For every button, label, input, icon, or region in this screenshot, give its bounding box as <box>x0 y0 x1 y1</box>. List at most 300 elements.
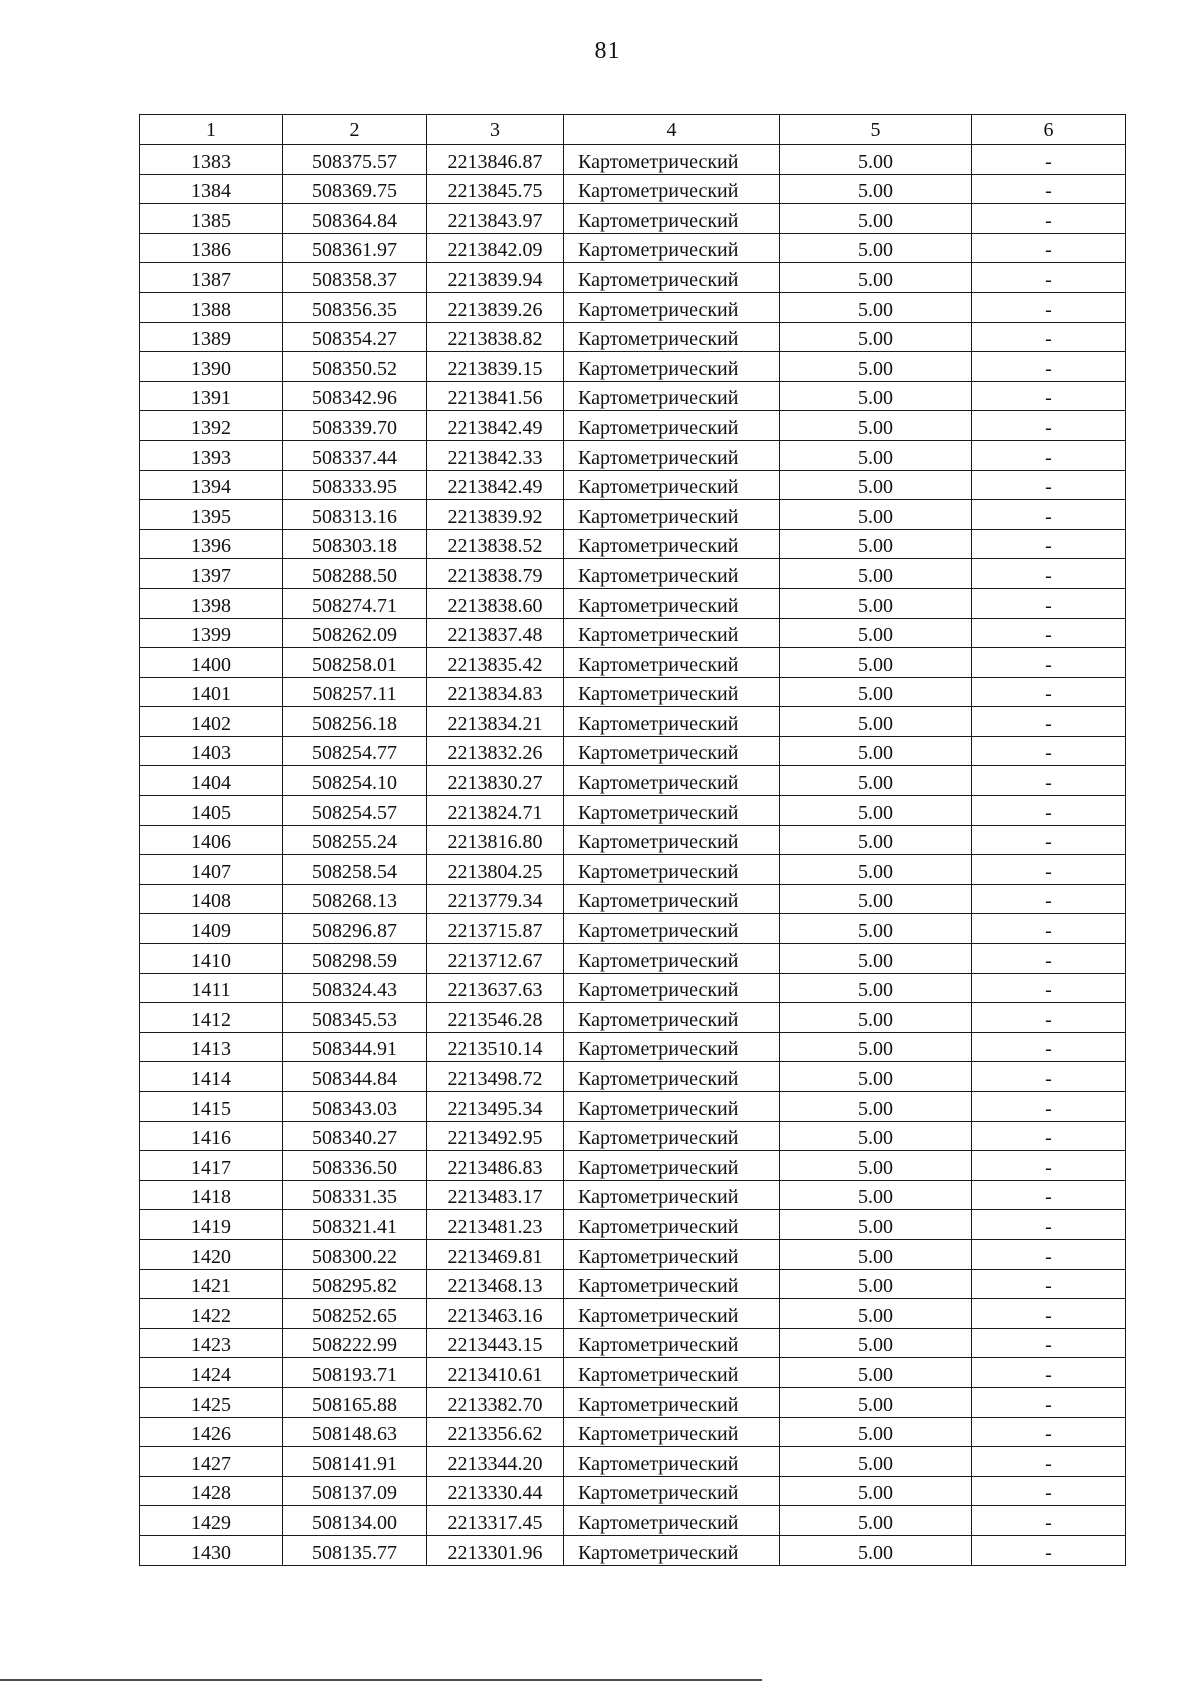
note-cell: - <box>972 884 1126 914</box>
y-coordinate-cell: 2213779.34 <box>427 884 564 914</box>
method-cell: Картометрический <box>564 559 780 589</box>
x-coordinate-cell: 508274.71 <box>283 588 427 618</box>
note-cell: - <box>972 1476 1126 1506</box>
x-coordinate-cell: 508354.27 <box>283 322 427 352</box>
table-row <box>140 233 1126 263</box>
note-cell: - <box>972 263 1126 293</box>
note-cell: - <box>972 440 1126 470</box>
note-cell: - <box>972 1299 1126 1329</box>
y-coordinate-cell: 2213317.45 <box>427 1506 564 1536</box>
note-cell: - <box>972 1387 1126 1417</box>
page-number: 81 <box>594 38 621 64</box>
y-coordinate-cell: 2213838.60 <box>427 588 564 618</box>
method-cell: Картометрический <box>564 766 780 796</box>
accuracy-cell: 5.00 <box>780 411 972 441</box>
table-row <box>140 1032 1126 1062</box>
accuracy-cell: 5.00 <box>780 766 972 796</box>
note-cell: - <box>972 1062 1126 1092</box>
point-number-cell: 1407 <box>140 855 283 885</box>
y-coordinate-cell: 2213834.21 <box>427 707 564 737</box>
table-row <box>140 174 1126 204</box>
x-coordinate-cell: 508331.35 <box>283 1180 427 1210</box>
method-cell: Картометрический <box>564 292 780 322</box>
accuracy-cell: 5.00 <box>780 381 972 411</box>
method-cell: Картометрический <box>564 174 780 204</box>
x-coordinate-cell: 508222.99 <box>283 1328 427 1358</box>
point-number-cell: 1390 <box>140 352 283 382</box>
y-coordinate-cell: 2213382.70 <box>427 1387 564 1417</box>
coordinates-table <box>139 114 1126 1566</box>
y-coordinate-cell: 2213463.16 <box>427 1299 564 1329</box>
accuracy-cell: 5.00 <box>780 884 972 914</box>
accuracy-cell: 5.00 <box>780 440 972 470</box>
x-coordinate-cell: 508295.82 <box>283 1269 427 1299</box>
method-cell: Картометрический <box>564 233 780 263</box>
method-cell: Картометрический <box>564 1062 780 1092</box>
table-row <box>140 1506 1126 1536</box>
accuracy-cell: 5.00 <box>780 1417 972 1447</box>
point-number-cell: 1386 <box>140 233 283 263</box>
point-number-cell: 1410 <box>140 944 283 974</box>
x-coordinate-cell: 508358.37 <box>283 263 427 293</box>
note-cell: - <box>972 825 1126 855</box>
accuracy-cell: 5.00 <box>780 470 972 500</box>
method-cell: Картометрический <box>564 1506 780 1536</box>
x-coordinate-cell: 508296.87 <box>283 914 427 944</box>
y-coordinate-cell: 2213846.87 <box>427 145 564 175</box>
point-number-cell: 1414 <box>140 1062 283 1092</box>
accuracy-cell: 5.00 <box>780 559 972 589</box>
note-cell: - <box>972 381 1126 411</box>
point-number-cell: 1425 <box>140 1387 283 1417</box>
table-row <box>140 973 1126 1003</box>
y-coordinate-cell: 2213830.27 <box>427 766 564 796</box>
method-cell: Картометрический <box>564 1299 780 1329</box>
table-row <box>140 204 1126 234</box>
y-coordinate-cell: 2213839.26 <box>427 292 564 322</box>
note-cell: - <box>972 1151 1126 1181</box>
method-cell: Картометрический <box>564 263 780 293</box>
point-number-cell: 1388 <box>140 292 283 322</box>
y-coordinate-cell: 2213469.81 <box>427 1239 564 1269</box>
y-coordinate-cell: 2213842.49 <box>427 470 564 500</box>
header-cell: 6 <box>972 115 1126 145</box>
x-coordinate-cell: 508344.84 <box>283 1062 427 1092</box>
table-row <box>140 1358 1126 1388</box>
table-row <box>140 1387 1126 1417</box>
method-cell: Картометрический <box>564 1328 780 1358</box>
note-cell: - <box>972 352 1126 382</box>
method-cell: Картометрический <box>564 825 780 855</box>
accuracy-cell: 5.00 <box>780 1299 972 1329</box>
y-coordinate-cell: 2213344.20 <box>427 1447 564 1477</box>
note-cell: - <box>972 1210 1126 1240</box>
x-coordinate-cell: 508288.50 <box>283 559 427 589</box>
table-row <box>140 381 1126 411</box>
x-coordinate-cell: 508333.95 <box>283 470 427 500</box>
accuracy-cell: 5.00 <box>780 1180 972 1210</box>
point-number-cell: 1385 <box>140 204 283 234</box>
x-coordinate-cell: 508148.63 <box>283 1417 427 1447</box>
point-number-cell: 1428 <box>140 1476 283 1506</box>
note-cell: - <box>972 322 1126 352</box>
point-number-cell: 1404 <box>140 766 283 796</box>
method-cell: Картометрический <box>564 618 780 648</box>
method-cell: Картометрический <box>564 944 780 974</box>
point-number-cell: 1409 <box>140 914 283 944</box>
accuracy-cell: 5.00 <box>780 707 972 737</box>
note-cell: - <box>972 470 1126 500</box>
point-number-cell: 1402 <box>140 707 283 737</box>
table-row <box>140 1328 1126 1358</box>
method-cell: Картометрический <box>564 707 780 737</box>
y-coordinate-cell: 2213816.80 <box>427 825 564 855</box>
note-cell: - <box>972 736 1126 766</box>
accuracy-cell: 5.00 <box>780 796 972 826</box>
method-cell: Картометрический <box>564 677 780 707</box>
note-cell: - <box>972 1003 1126 1033</box>
method-cell: Картометрический <box>564 973 780 1003</box>
x-coordinate-cell: 508257.11 <box>283 677 427 707</box>
note-cell: - <box>972 529 1126 559</box>
note-cell: - <box>972 1180 1126 1210</box>
point-number-cell: 1395 <box>140 500 283 530</box>
x-coordinate-cell: 508361.97 <box>283 233 427 263</box>
accuracy-cell: 5.00 <box>780 1062 972 1092</box>
accuracy-cell: 5.00 <box>780 825 972 855</box>
table-row <box>140 500 1126 530</box>
accuracy-cell: 5.00 <box>780 263 972 293</box>
x-coordinate-cell: 508339.70 <box>283 411 427 441</box>
table-row <box>140 618 1126 648</box>
accuracy-cell: 5.00 <box>780 1476 972 1506</box>
note-cell: - <box>972 411 1126 441</box>
point-number-cell: 1387 <box>140 263 283 293</box>
table-row <box>140 1447 1126 1477</box>
method-cell: Картометрический <box>564 529 780 559</box>
note-cell: - <box>972 204 1126 234</box>
y-coordinate-cell: 2213838.52 <box>427 529 564 559</box>
x-coordinate-cell: 508375.57 <box>283 145 427 175</box>
y-coordinate-cell: 2213839.92 <box>427 500 564 530</box>
point-number-cell: 1412 <box>140 1003 283 1033</box>
y-coordinate-cell: 2213468.13 <box>427 1269 564 1299</box>
table-row <box>140 322 1126 352</box>
x-coordinate-cell: 508342.96 <box>283 381 427 411</box>
note-cell: - <box>972 1417 1126 1447</box>
table-row <box>140 1003 1126 1033</box>
x-coordinate-cell: 508321.41 <box>283 1210 427 1240</box>
x-coordinate-cell: 508303.18 <box>283 529 427 559</box>
x-coordinate-cell: 508193.71 <box>283 1358 427 1388</box>
note-cell: - <box>972 1447 1126 1477</box>
table-row <box>140 1121 1126 1151</box>
header-cell: 4 <box>564 115 780 145</box>
note-cell: - <box>972 973 1126 1003</box>
method-cell: Картометрический <box>564 796 780 826</box>
accuracy-cell: 5.00 <box>780 529 972 559</box>
note-cell: - <box>972 914 1126 944</box>
header-cell: 3 <box>427 115 564 145</box>
x-coordinate-cell: 508255.24 <box>283 825 427 855</box>
y-coordinate-cell: 2213841.56 <box>427 381 564 411</box>
accuracy-cell: 5.00 <box>780 973 972 1003</box>
table-row <box>140 1299 1126 1329</box>
point-number-cell: 1419 <box>140 1210 283 1240</box>
table-row <box>140 559 1126 589</box>
x-coordinate-cell: 508345.53 <box>283 1003 427 1033</box>
note-cell: - <box>972 145 1126 175</box>
y-coordinate-cell: 2213838.82 <box>427 322 564 352</box>
method-cell: Картометрический <box>564 1121 780 1151</box>
note-cell: - <box>972 1032 1126 1062</box>
x-coordinate-cell: 508135.77 <box>283 1535 427 1565</box>
method-cell: Картометрический <box>564 1151 780 1181</box>
accuracy-cell: 5.00 <box>780 322 972 352</box>
y-coordinate-cell: 2213842.49 <box>427 411 564 441</box>
table-row <box>140 707 1126 737</box>
y-coordinate-cell: 2213443.15 <box>427 1328 564 1358</box>
note-cell: - <box>972 618 1126 648</box>
method-cell: Картометрический <box>564 1092 780 1122</box>
header-cell: 1 <box>140 115 283 145</box>
accuracy-cell: 5.00 <box>780 1358 972 1388</box>
method-cell: Картометрический <box>564 1210 780 1240</box>
accuracy-cell: 5.00 <box>780 1032 972 1062</box>
y-coordinate-cell: 2213637.63 <box>427 973 564 1003</box>
accuracy-cell: 5.00 <box>780 1121 972 1151</box>
y-coordinate-cell: 2213410.61 <box>427 1358 564 1388</box>
point-number-cell: 1403 <box>140 736 283 766</box>
accuracy-cell: 5.00 <box>780 1535 972 1565</box>
point-number-cell: 1394 <box>140 470 283 500</box>
y-coordinate-cell: 2213481.23 <box>427 1210 564 1240</box>
point-number-cell: 1417 <box>140 1151 283 1181</box>
y-coordinate-cell: 2213715.87 <box>427 914 564 944</box>
accuracy-cell: 5.00 <box>780 352 972 382</box>
accuracy-cell: 5.00 <box>780 914 972 944</box>
point-number-cell: 1401 <box>140 677 283 707</box>
y-coordinate-cell: 2213301.96 <box>427 1535 564 1565</box>
method-cell: Картометрический <box>564 855 780 885</box>
point-number-cell: 1384 <box>140 174 283 204</box>
y-coordinate-cell: 2213824.71 <box>427 796 564 826</box>
header-cell: 2 <box>283 115 427 145</box>
point-number-cell: 1408 <box>140 884 283 914</box>
table-row <box>140 352 1126 382</box>
point-number-cell: 1426 <box>140 1417 283 1447</box>
point-number-cell: 1420 <box>140 1239 283 1269</box>
note-cell: - <box>972 766 1126 796</box>
table-row <box>140 766 1126 796</box>
table-row <box>140 529 1126 559</box>
x-coordinate-cell: 508298.59 <box>283 944 427 974</box>
bottom-divider <box>0 1679 762 1681</box>
note-cell: - <box>972 500 1126 530</box>
table-row <box>140 292 1126 322</box>
accuracy-cell: 5.00 <box>780 1506 972 1536</box>
method-cell: Картометрический <box>564 736 780 766</box>
point-number-cell: 1416 <box>140 1121 283 1151</box>
note-cell: - <box>972 1328 1126 1358</box>
point-number-cell: 1391 <box>140 381 283 411</box>
note-cell: - <box>972 1535 1126 1565</box>
method-cell: Картометрический <box>564 1032 780 1062</box>
table-row <box>140 1417 1126 1447</box>
x-coordinate-cell: 508268.13 <box>283 884 427 914</box>
y-coordinate-cell: 2213837.48 <box>427 618 564 648</box>
note-cell: - <box>972 588 1126 618</box>
method-cell: Картометрический <box>564 1535 780 1565</box>
x-coordinate-cell: 508258.01 <box>283 648 427 678</box>
table-row <box>140 588 1126 618</box>
point-number-cell: 1413 <box>140 1032 283 1062</box>
point-number-cell: 1383 <box>140 145 283 175</box>
method-cell: Картометрический <box>564 381 780 411</box>
note-cell: - <box>972 1358 1126 1388</box>
point-number-cell: 1411 <box>140 973 283 1003</box>
note-cell: - <box>972 1506 1126 1536</box>
point-number-cell: 1400 <box>140 648 283 678</box>
table-row <box>140 1092 1126 1122</box>
table-row <box>140 411 1126 441</box>
y-coordinate-cell: 2213834.83 <box>427 677 564 707</box>
method-cell: Картометрический <box>564 1180 780 1210</box>
note-cell: - <box>972 944 1126 974</box>
x-coordinate-cell: 508134.00 <box>283 1506 427 1536</box>
y-coordinate-cell: 2213842.33 <box>427 440 564 470</box>
point-number-cell: 1427 <box>140 1447 283 1477</box>
method-cell: Картометрический <box>564 204 780 234</box>
y-coordinate-cell: 2213832.26 <box>427 736 564 766</box>
method-cell: Картометрический <box>564 884 780 914</box>
x-coordinate-cell: 508141.91 <box>283 1447 427 1477</box>
x-coordinate-cell: 508254.77 <box>283 736 427 766</box>
accuracy-cell: 5.00 <box>780 618 972 648</box>
y-coordinate-cell: 2213838.79 <box>427 559 564 589</box>
y-coordinate-cell: 2213546.28 <box>427 1003 564 1033</box>
y-coordinate-cell: 2213843.97 <box>427 204 564 234</box>
note-cell: - <box>972 559 1126 589</box>
point-number-cell: 1392 <box>140 411 283 441</box>
x-coordinate-cell: 508344.91 <box>283 1032 427 1062</box>
method-cell: Картометрический <box>564 1417 780 1447</box>
method-cell: Картометрический <box>564 440 780 470</box>
x-coordinate-cell: 508324.43 <box>283 973 427 1003</box>
point-number-cell: 1430 <box>140 1535 283 1565</box>
accuracy-cell: 5.00 <box>780 677 972 707</box>
accuracy-cell: 5.00 <box>780 233 972 263</box>
table-row <box>140 470 1126 500</box>
point-number-cell: 1389 <box>140 322 283 352</box>
table-row <box>140 796 1126 826</box>
accuracy-cell: 5.00 <box>780 174 972 204</box>
accuracy-cell: 5.00 <box>780 1387 972 1417</box>
note-cell: - <box>972 707 1126 737</box>
table-row <box>140 1476 1126 1506</box>
method-cell: Картометрический <box>564 588 780 618</box>
method-cell: Картометрический <box>564 648 780 678</box>
point-number-cell: 1406 <box>140 825 283 855</box>
table-row <box>140 677 1126 707</box>
x-coordinate-cell: 508258.54 <box>283 855 427 885</box>
method-cell: Картометрический <box>564 1269 780 1299</box>
point-number-cell: 1418 <box>140 1180 283 1210</box>
note-cell: - <box>972 796 1126 826</box>
y-coordinate-cell: 2213804.25 <box>427 855 564 885</box>
point-number-cell: 1415 <box>140 1092 283 1122</box>
y-coordinate-cell: 2213510.14 <box>427 1032 564 1062</box>
accuracy-cell: 5.00 <box>780 855 972 885</box>
y-coordinate-cell: 2213839.15 <box>427 352 564 382</box>
point-number-cell: 1421 <box>140 1269 283 1299</box>
note-cell: - <box>972 1239 1126 1269</box>
y-coordinate-cell: 2213492.95 <box>427 1121 564 1151</box>
accuracy-cell: 5.00 <box>780 1210 972 1240</box>
x-coordinate-cell: 508165.88 <box>283 1387 427 1417</box>
y-coordinate-cell: 2213842.09 <box>427 233 564 263</box>
table-row <box>140 884 1126 914</box>
table-row <box>140 944 1126 974</box>
accuracy-cell: 5.00 <box>780 1003 972 1033</box>
point-number-cell: 1397 <box>140 559 283 589</box>
table-row <box>140 855 1126 885</box>
accuracy-cell: 5.00 <box>780 1151 972 1181</box>
note-cell: - <box>972 1121 1126 1151</box>
method-cell: Картометрический <box>564 470 780 500</box>
table-row <box>140 145 1126 175</box>
x-coordinate-cell: 508300.22 <box>283 1239 427 1269</box>
header-cell: 5 <box>780 115 972 145</box>
y-coordinate-cell: 2213486.83 <box>427 1151 564 1181</box>
method-cell: Картометрический <box>564 1239 780 1269</box>
method-cell: Картометрический <box>564 352 780 382</box>
table-row <box>140 1535 1126 1565</box>
table-body <box>140 115 1126 1566</box>
accuracy-cell: 5.00 <box>780 736 972 766</box>
accuracy-cell: 5.00 <box>780 1328 972 1358</box>
accuracy-cell: 5.00 <box>780 1092 972 1122</box>
y-coordinate-cell: 2213835.42 <box>427 648 564 678</box>
y-coordinate-cell: 2213712.67 <box>427 944 564 974</box>
x-coordinate-cell: 508337.44 <box>283 440 427 470</box>
x-coordinate-cell: 508336.50 <box>283 1151 427 1181</box>
method-cell: Картометрический <box>564 500 780 530</box>
point-number-cell: 1423 <box>140 1328 283 1358</box>
y-coordinate-cell: 2213845.75 <box>427 174 564 204</box>
accuracy-cell: 5.00 <box>780 1447 972 1477</box>
y-coordinate-cell: 2213483.17 <box>427 1180 564 1210</box>
method-cell: Картометрический <box>564 411 780 441</box>
accuracy-cell: 5.00 <box>780 1269 972 1299</box>
method-cell: Картометрический <box>564 1476 780 1506</box>
point-number-cell: 1398 <box>140 588 283 618</box>
note-cell: - <box>972 648 1126 678</box>
point-number-cell: 1393 <box>140 440 283 470</box>
accuracy-cell: 5.00 <box>780 500 972 530</box>
method-cell: Картометрический <box>564 1358 780 1388</box>
table-row <box>140 1062 1126 1092</box>
x-coordinate-cell: 508343.03 <box>283 1092 427 1122</box>
note-cell: - <box>972 174 1126 204</box>
note-cell: - <box>972 1092 1126 1122</box>
table-row <box>140 914 1126 944</box>
table-row <box>140 1180 1126 1210</box>
y-coordinate-cell: 2213330.44 <box>427 1476 564 1506</box>
method-cell: Картометрический <box>564 914 780 944</box>
x-coordinate-cell: 508369.75 <box>283 174 427 204</box>
note-cell: - <box>972 1269 1126 1299</box>
